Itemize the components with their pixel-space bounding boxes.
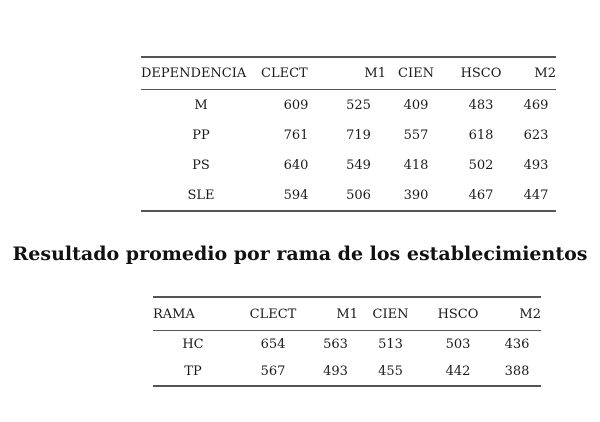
table-cell: 467 — [468, 187, 494, 203]
table-row — [141, 180, 556, 211]
column-header: M2 — [516, 57, 556, 90]
table-row — [141, 90, 556, 121]
table-cell: 549 — [346, 157, 371, 173]
table-cell: 618 — [468, 127, 494, 143]
table-row — [141, 120, 556, 150]
table-cell: 483 — [468, 97, 494, 113]
table-cell: 455 — [378, 364, 403, 379]
column-header: HSCO — [446, 57, 516, 90]
table-cell: M — [194, 97, 208, 113]
column-header: RAMA — [153, 297, 233, 331]
table-cell: 609 — [283, 97, 309, 113]
table-cell: PP — [192, 127, 210, 143]
column-header: CLECT — [233, 297, 313, 331]
table-cell: 447 — [523, 187, 549, 203]
table-cell: 418 — [403, 157, 429, 173]
table-cell: 390 — [403, 187, 429, 203]
table-header-row — [141, 57, 556, 90]
table-cell: 409 — [403, 97, 429, 113]
table-cell: SLE — [187, 187, 215, 203]
column-header: HSCO — [423, 297, 493, 331]
table-cell: 761 — [283, 127, 309, 143]
table-cell: PS — [192, 157, 210, 173]
column-header: M1 — [313, 297, 358, 331]
table-cell: 503 — [445, 337, 471, 352]
table-cell: 525 — [346, 97, 371, 113]
column-header: CLECT — [261, 57, 331, 90]
table-cell: 513 — [378, 337, 403, 352]
column-header: M1 — [331, 57, 386, 90]
table-header-row — [153, 297, 541, 331]
table-row — [141, 150, 556, 180]
table-cell: 502 — [468, 157, 494, 173]
table-cell: 493 — [323, 364, 348, 379]
column-header: CIEN — [386, 57, 446, 90]
column-header: CIEN — [358, 297, 423, 331]
table-cell: TP — [184, 364, 202, 379]
table-cell: 469 — [523, 97, 549, 113]
rama-results-table — [153, 296, 541, 387]
table-cell: 506 — [346, 187, 371, 203]
table-cell: 557 — [403, 127, 429, 143]
table-row — [153, 358, 541, 386]
table-cell: 594 — [283, 187, 309, 203]
column-header: DEPENDENCIA — [141, 57, 261, 90]
table-row — [153, 331, 541, 359]
table-cell: HC — [182, 337, 204, 352]
dependencia-results-table — [141, 56, 556, 212]
table-cell: 567 — [260, 364, 286, 379]
table-cell: 563 — [323, 337, 348, 352]
table-cell: 442 — [445, 364, 471, 379]
column-header: M2 — [493, 297, 541, 331]
table-cell: 654 — [260, 337, 286, 352]
table-cell: 719 — [346, 127, 371, 143]
table-cell: 640 — [283, 157, 309, 173]
table-cell: 436 — [504, 337, 530, 352]
table-cell: 623 — [523, 127, 549, 143]
table-cell: 388 — [504, 364, 530, 379]
section-title: Resultado promedio por rama de los establecimientos — [12, 243, 588, 265]
table-cell: 493 — [523, 157, 549, 173]
